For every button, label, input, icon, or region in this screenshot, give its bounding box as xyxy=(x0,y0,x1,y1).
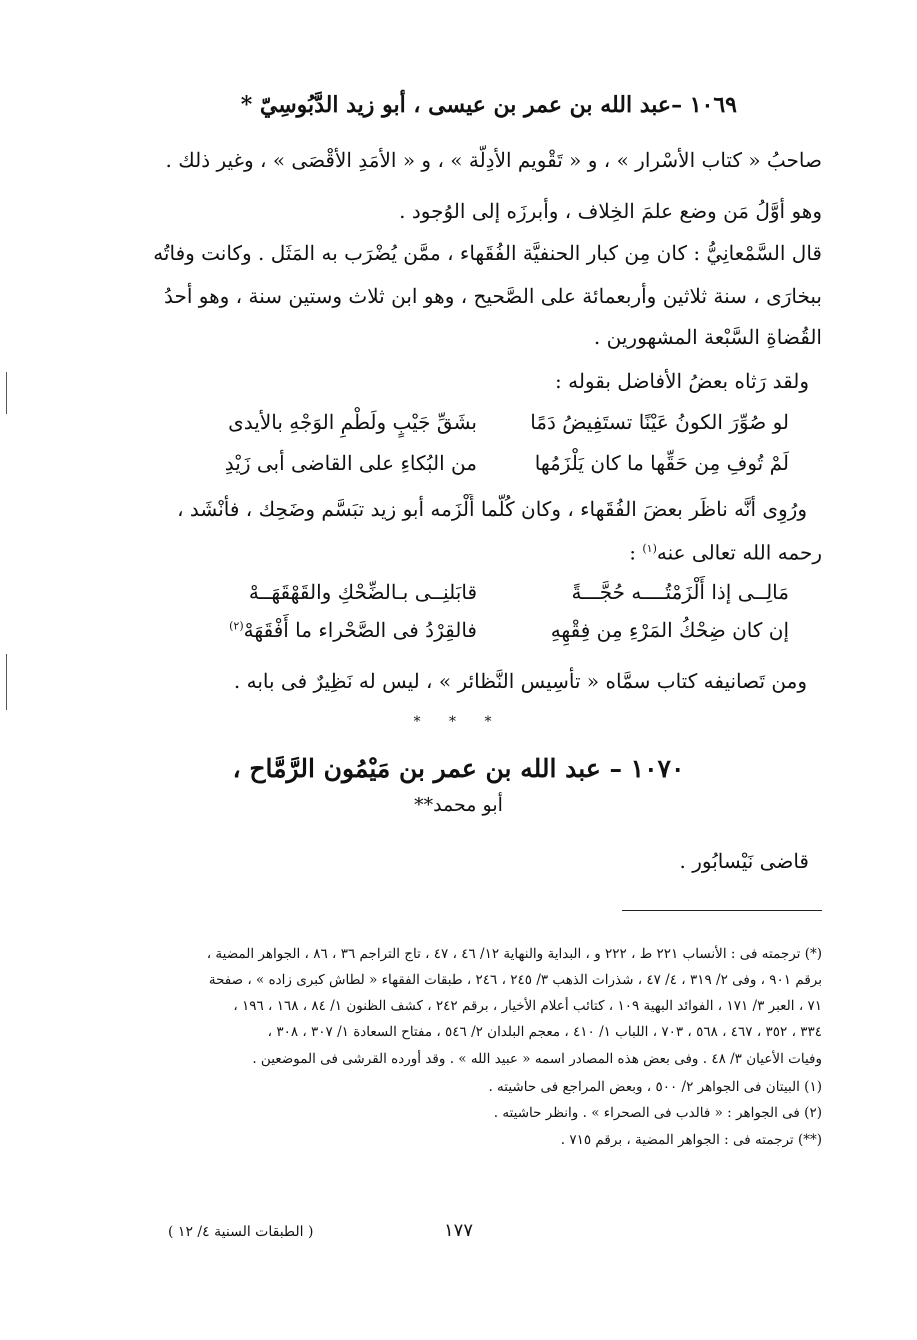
verse-hemistich: قابَلنِــى بـالضِّحْكِ والقَهْقَهَــهْ xyxy=(248,580,477,604)
footnote-divider xyxy=(622,910,822,911)
margin-mark xyxy=(6,372,7,414)
body-text: فالقِرْدُ فى الصَّحْراء ما أَفْقَهَهْ xyxy=(243,618,477,642)
verse-hemistich: من البُكاءِ على القاضى أبى زَيْدِ xyxy=(224,451,477,475)
verse-hemistich: لَمْ تُوفِ مِن حَقِّها ما كان يَلْزَمُها xyxy=(534,451,789,475)
body-line: قاضى نَيْسابُور . xyxy=(679,849,809,873)
body-line: ببخارَى ، سنة ثلاثين وأربعمائة على الصَّحيح ، وهو ابن ثلاث وستين سنة ، وهو أحدُ xyxy=(164,284,822,308)
body-line: القُضاةِ السَّبْعة المشهورين . xyxy=(593,325,822,349)
body-line: صاحبُ « كتاب الأسْرار » ، و « تَقْويم الأدِلَّة » ، و « الأمَدِ الأقْصَى » ، وغير ذلك . xyxy=(165,148,822,172)
verse-hemistich: لو صُوِّرَ الكونُ عَيْنًا تستَفِيضُ دَمًا xyxy=(530,410,789,434)
page-number: ١٧٧ xyxy=(443,1220,473,1241)
footnote-ref: (٢) xyxy=(229,619,244,633)
verse-hemistich: بشَقِّ جَيْبٍ ولَطْمِ الوَجْهِ بالأيدى xyxy=(228,410,477,434)
colon: : xyxy=(629,540,636,565)
margin-mark xyxy=(6,654,7,710)
body-line: وهو أوَّلُ مَن وضع علمَ الخِلاف ، وأبرزَه إلى الوُجود . xyxy=(399,199,822,223)
body-line xyxy=(87,534,822,568)
entry-1070-subheading: أبو محمد** xyxy=(414,794,503,816)
body-line: ورُوِى أنَّه ناظَر بعضَ الفُقَهاء ، وكان كُلَّما أَلْزَمه أبو زيد تبَسَّم وضَحِك ، فأنْشَد ، xyxy=(177,497,807,521)
entry-1070-heading: ١٠٧٠ – عبد الله بن عمر بن مَيْمُون الرَّمَّاح ، xyxy=(232,754,685,783)
body-text: رحمه الله تعالى عنه xyxy=(656,540,822,565)
verse-hemistich: إن كان ضِحْكُ المَرْءِ مِن فِقْهِهِ xyxy=(550,618,789,642)
footnote-line: وفيات الأعيان ٣/ ٤٨ . وفى بعض هذه المصادر اسمه « عبيد الله » . وقد أورده القرشى فى الموضعين . xyxy=(252,1051,822,1067)
footnote-line: (*) ترجمته فى : الأنساب ٢٢١ ط ، ٢٢٢ و ، البداية والنهاية ١٢/ ٤٦ ، ٤٧ ، تاج التراجم ٣٦ ، ٨٦ ، الجواهر المضية ، xyxy=(206,946,822,962)
footnote-line: (١) البيتان فى الجواهر ٢/ ٥٠٠ ، وبعض المراجع فى حاشيته . xyxy=(488,1079,822,1095)
footnote-line: ٧١ ، العبر ٣/ ١٧١ ، الفوائد البهية ١٠٩ ، كتائب أعلام الأخيار ، برقم ٢٤٢ ، كشف الظنون ١/ ٨٤ ، ١٦٨ ، ١٩٦ ، xyxy=(233,998,822,1014)
body-line: ومن تَصانيفه كتاب سمَّاه « تأْسِيس النَّظائر » ، ليس له نَظِيرٌ فى بابه . xyxy=(233,669,807,693)
footnote-ref: (١) xyxy=(642,542,657,555)
running-footer: ( الطبقات السنية ٤/ ١٢ ) xyxy=(168,1224,314,1240)
body-line: ولقد رَثاه بعضُ الأفاضل بقوله : xyxy=(555,369,809,393)
verse-hemistich xyxy=(229,618,477,642)
footnote-line: ٣٣٤ ، ٣٥٢ ، ٤٦٧ ، ٥٦٨ ، ٧٠٣ ، اللباب ١/ ٤١٠ ، معجم البلدان ٢/ ٥٤٦ ، مفتاح السعادة ١/ ٣٠٧ ، ٣٠٨ ، xyxy=(267,1024,822,1040)
footnote-line: (٢) فى الجواهر : « فالدب فى الصحراء » . وانظر حاشيته . xyxy=(493,1105,822,1121)
entry-1069-heading: ١٠٦٩ –عبد الله بن عمر بن عيسى ، أبو زيد الدَّبُوسِيّ * xyxy=(240,92,737,118)
verse-hemistich: مَالِــى إذا أَلْزَمْتُــــه حُجَّـــةً xyxy=(571,580,789,604)
body-line: قال السَّمْعانِيُّ : كان مِن كبار الحنفيَّة الفُقَهاء ، ممَّن يُضْرَب به المَثَل . وكانت وفاتُه xyxy=(153,241,822,265)
section-separator: * * * xyxy=(413,714,504,730)
footnote-line: برقم ٩٠١ ، وفى ٢/ ٣١٩ ، ٤/ ٤٧ ، شذرات الذهب ٣/ ٢٤٥ ، ٢٤٦ ، طبقات الفقهاء « لطاش كبرى زاده » ، صفحة xyxy=(208,972,822,988)
footnote-line: (**) ترجمته فى : الجواهر المضية ، برقم ٧١٥ . xyxy=(560,1132,822,1148)
